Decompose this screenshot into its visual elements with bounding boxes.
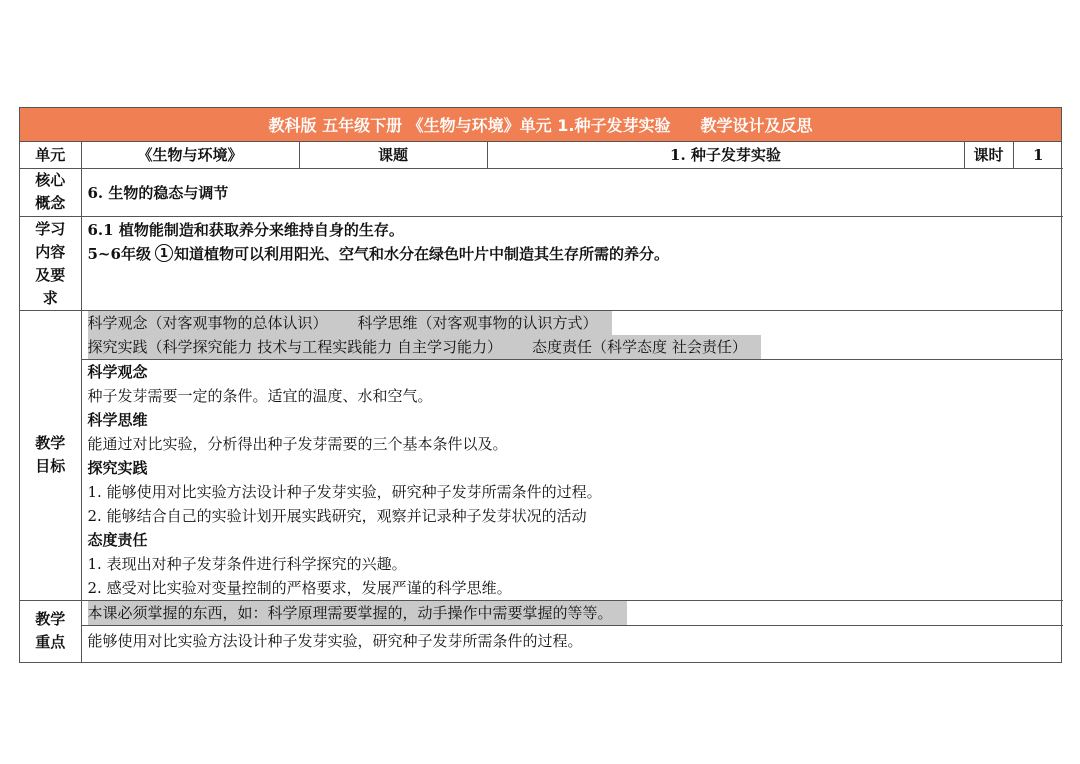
unit-value: 《生物与环境》 <box>81 142 299 168</box>
goal-section-title: 科学思维 <box>87 410 148 429</box>
hours-value: 1 <box>1013 142 1063 168</box>
topic-label: 课题 <box>299 142 487 168</box>
goal-section-title: 科学观念 <box>87 362 148 381</box>
key-points-label: 教学 重点 <box>20 600 81 662</box>
learning-line-1: 6.1 植物能制造和获取养分来维持自身的生存。 <box>87 220 404 239</box>
learning-content <box>81 216 1063 310</box>
core-concept-row <box>20 168 1063 216</box>
goal-section-title: 态度责任 <box>87 530 148 549</box>
key-points-text: 能够使用对比实验方法设计种子发芽实验，研究种子发芽所需条件的过程。 <box>87 631 583 650</box>
circled-one-icon: 1 <box>155 244 173 262</box>
key-points-hint: 本课必须掌握的东西，如：科学原理需要掌握的，动手操作中需要掌握的等等。 <box>88 601 1058 625</box>
goal-text: 能通过对比实验，分析得出种子发芽需要的三个基本条件以及。 <box>87 434 508 453</box>
goals-highlight-1: 科学观念（对客观事物的总体认识） 科学思维（对客观事物的认识方式） <box>88 311 1058 335</box>
lesson-table <box>20 142 1063 662</box>
core-concept-value: 6. 生物的稳态与调节 <box>81 168 1063 216</box>
goal-text: 2. 感受对比实验对变量控制的严格要求，发展严谨的科学思维。 <box>87 578 512 597</box>
learning-row <box>20 216 1063 310</box>
title-sub: 教学设计及反思 <box>700 116 813 135</box>
lesson-plan-sheet <box>19 107 1062 663</box>
goals-label: 教学 目标 <box>20 310 81 600</box>
hours-label: 课时 <box>964 142 1013 168</box>
goals-row <box>20 310 1063 600</box>
goal-text: 2. 能够结合自己的实验计划开展实践研究，观察并记录种子发芽状况的活动 <box>87 506 587 525</box>
core-concept-label: 核心 概念 <box>20 168 81 216</box>
key-points-row <box>20 600 1063 662</box>
learning-label: 学习 内容 及要 求 <box>20 216 81 310</box>
goal-text: 1. 能够使用对比实验方法设计种子发芽实验，研究种子发芽所需条件的过程。 <box>87 482 602 501</box>
topic-value: 1. 种子发芽实验 <box>487 142 964 168</box>
header-row <box>20 142 1063 168</box>
key-points-content <box>81 600 1063 662</box>
title-main: 教科版 五年级下册 《生物与环境》单元 1.种子发芽实验 <box>268 116 671 135</box>
title-bar <box>20 108 1061 142</box>
goal-section-title: 探究实践 <box>87 458 148 477</box>
learning-line-2: 5~6年级 1 知道植物可以利用阳光、空气和水分在绿色叶片中制造其生存所需的养分。 <box>87 244 669 263</box>
goal-text: 1. 表现出对种子发芽条件进行科学探究的兴趣。 <box>87 554 407 573</box>
unit-label: 单元 <box>20 142 81 168</box>
goal-text: 种子发芽需要一定的条件。适宜的温度、水和空气。 <box>87 386 433 405</box>
goals-content <box>81 310 1063 600</box>
goals-highlight-2: 探究实践（科学探究能力 技术与工程实践能力 自主学习能力） 态度责任（科学态度 社会责任） <box>88 335 1058 359</box>
